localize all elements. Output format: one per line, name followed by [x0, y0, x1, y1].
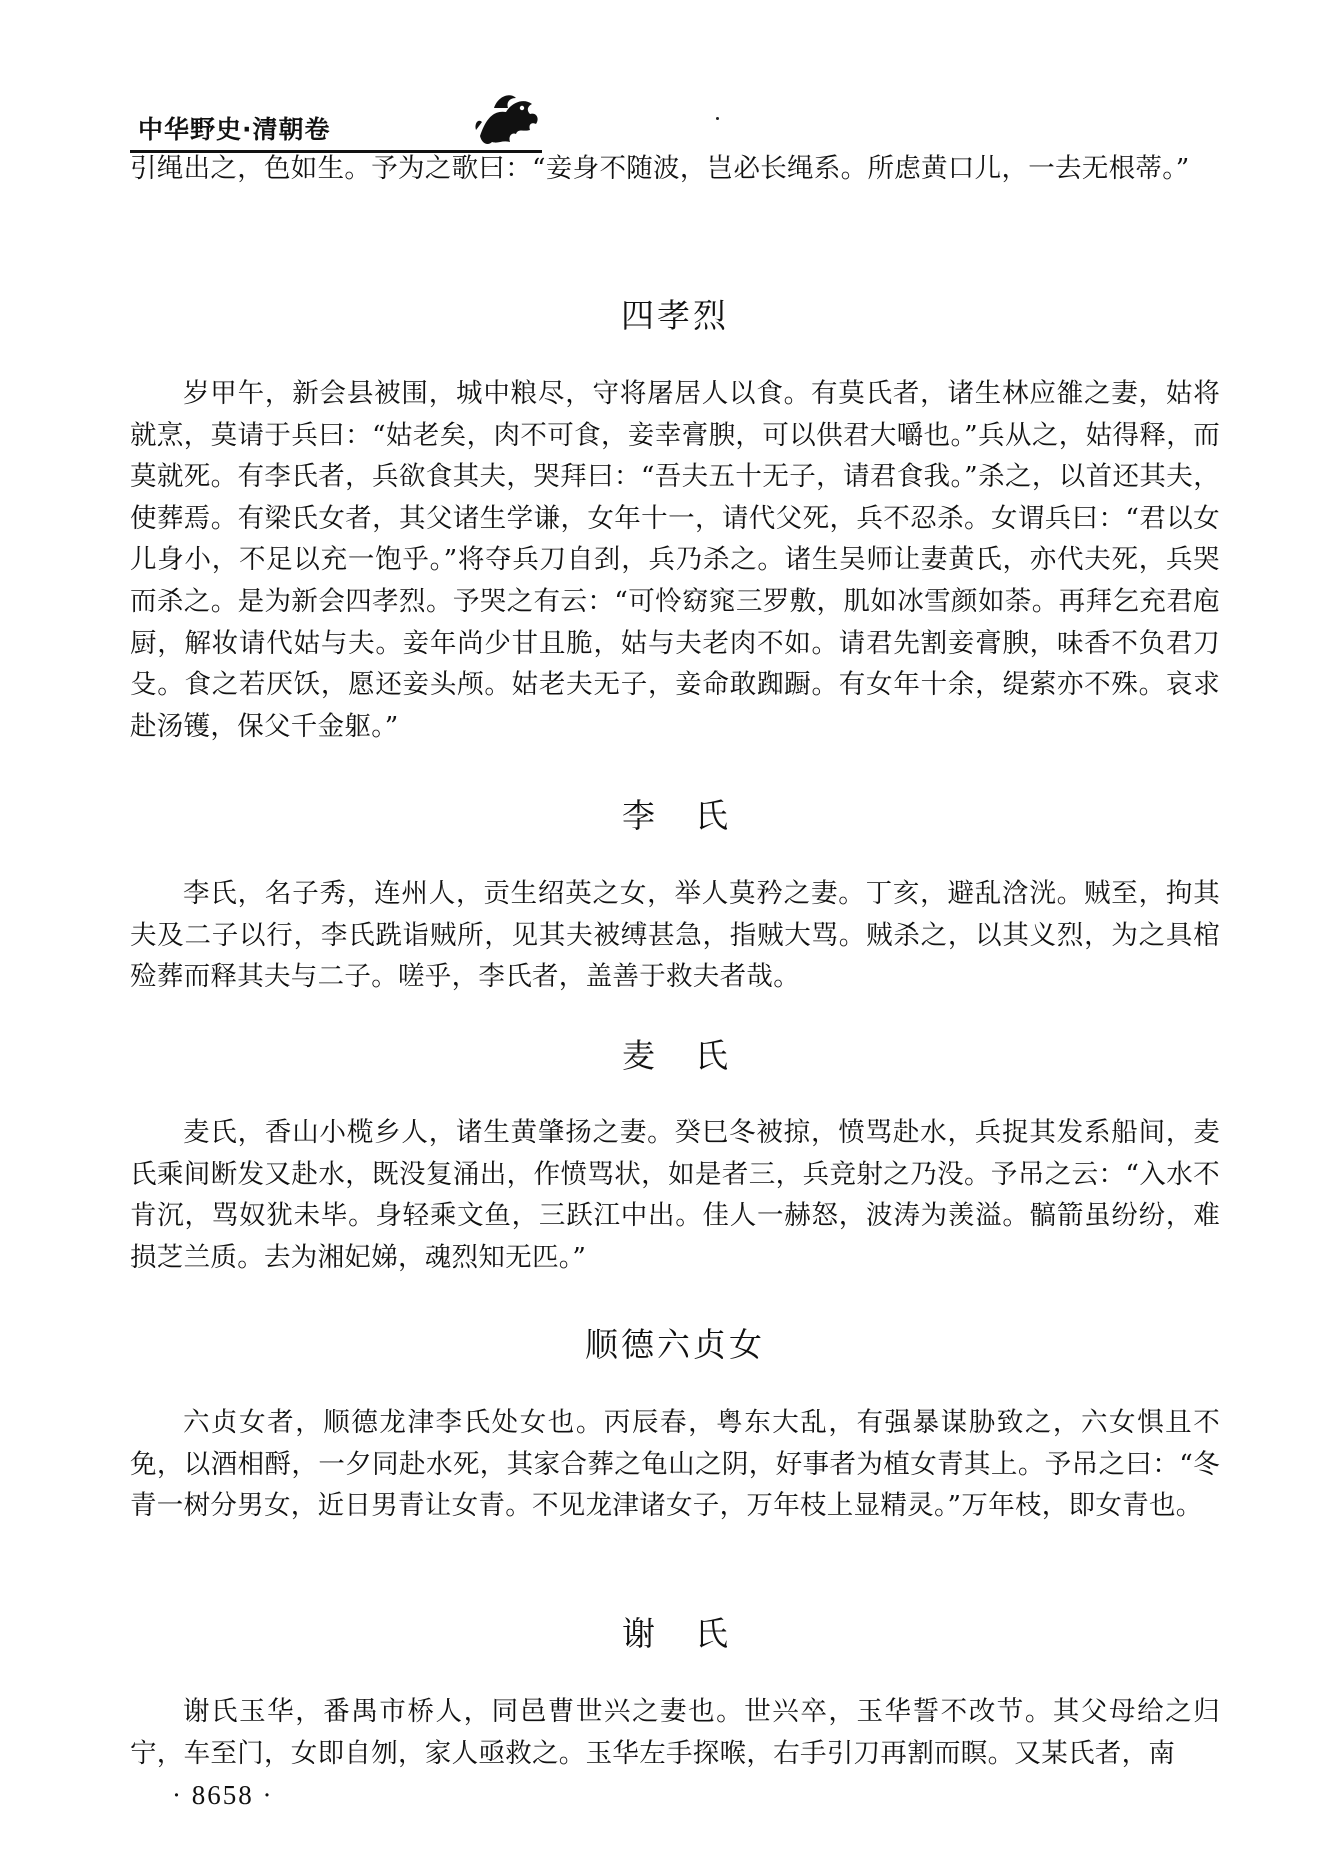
- section-text-li-shi: 李氏，名子秀，连州人，贡生绍英之女，举人莫矜之妻。丁亥，避乱浛洸。贼至，拘其夫及二子以行，李氏跣诣贼所，见其夫被缚甚急，指贼大骂。贼杀之，以其义烈，为之具棺殓葬而释其夫与二子。嗟乎，李氏者，盖善于救夫者哉。: [130, 878, 1220, 993]
- section-title-li-shi: 李氏: [622, 796, 768, 835]
- section-text-mai-shi: 麦氏，香山小榄乡人，诸生黄肇扬之妻。癸巳冬被掠，愤骂赴水，兵捉其发系船间，麦氏乘间断发又赴水，既没复涌出，作愤骂状，如是者三，兵竞射之乃没。予吊之云：“入水不肯沉，骂奴犹未毕。身轻乘文鱼，三跃江中出。佳人一赫怒，波涛为羡溢。髇箭虽纷纷，难损芝兰质。去为湘妃娣，魂烈知无匹。”: [130, 1117, 1220, 1273]
- section-title-shun-de-liu-zhen-nv: 顺德六贞女: [585, 1325, 765, 1364]
- section-text-shun-de-liu-zhen-nv: 六贞女者，顺德龙津李氏处女也。丙辰春，粤东大乱，有强暴谋胁致之，六女惧且不免，以酒相酹，一夕同赴水死，其家合葬之龟山之阴，好事者为植女青其上。予吊之曰：“冬青一树分男女，近日男青让女青。不见龙津诸女子，万年枝上显精灵。”万年枝，即女青也。: [130, 1407, 1220, 1522]
- section-title-xie-shi: 谢氏: [622, 1614, 768, 1653]
- continued-paragraph: 引绳出之，色如生。予为之歌曰：“妾身不随波，岂必长绳系。所虑黄口儿，一去无根蒂。”: [130, 153, 1190, 184]
- running-header-title: 中华野史·清朝卷: [138, 115, 331, 144]
- section-title-mai-shi: 麦氏: [622, 1036, 768, 1075]
- page-number: · 8658 ·: [172, 1780, 274, 1810]
- dragon-emblem-icon: [472, 88, 544, 150]
- section-text-xie-shi: 谢氏玉华，番禺市桥人，同邑曹世兴之妻也。世兴卒，玉华誓不改节。其父母给之归宁，车至门，女即自刎，家人亟救之。玉华左手探喉，右手引刀再割而瞑。又某氏者，南: [130, 1696, 1220, 1769]
- section-title-si-xiao-lie: 四孝烈: [621, 296, 729, 335]
- section-text-si-xiao-lie: 岁甲午，新会县被围，城中粮尽，守将屠居人以食。有莫氏者，诸生林应雒之妻，姑将就烹，莫请于兵曰：“姑老矣，肉不可食，妾幸膏腴，可以供君大嚼也。”兵从之，姑得释，而莫就死。有李氏者，兵欲食其夫，哭拜曰：“吾夫五十无子，请君食我。”杀之，以首还其夫，使葬焉。有梁氏女者，其父诸生学谦，女年十一，请代父死，兵不忍杀。女谓兵曰：“君以女儿身小，不足以充一饱乎。”将夺兵刀自刭，兵乃杀之。诸生吴师让妻黄氏，亦代夫死，兵哭而杀之。是为新会四孝烈。予哭之有云：“可怜窈窕三罗敷，肌如冰雪颜如荼。再拜乞充君庖厨，解妆请代姑与夫。妾年尚少甘且脆，姑与夫老肉不如。请君先割妾膏腴，味香不负君刀殳。食之若厌饫，愿还妾头颅。姑老夫无子，妾命敢踟蹰。有女年十余，缇萦亦不殊。哀求赴汤镬，保父千金躯。”: [130, 378, 1220, 742]
- scan-speck: [716, 117, 719, 120]
